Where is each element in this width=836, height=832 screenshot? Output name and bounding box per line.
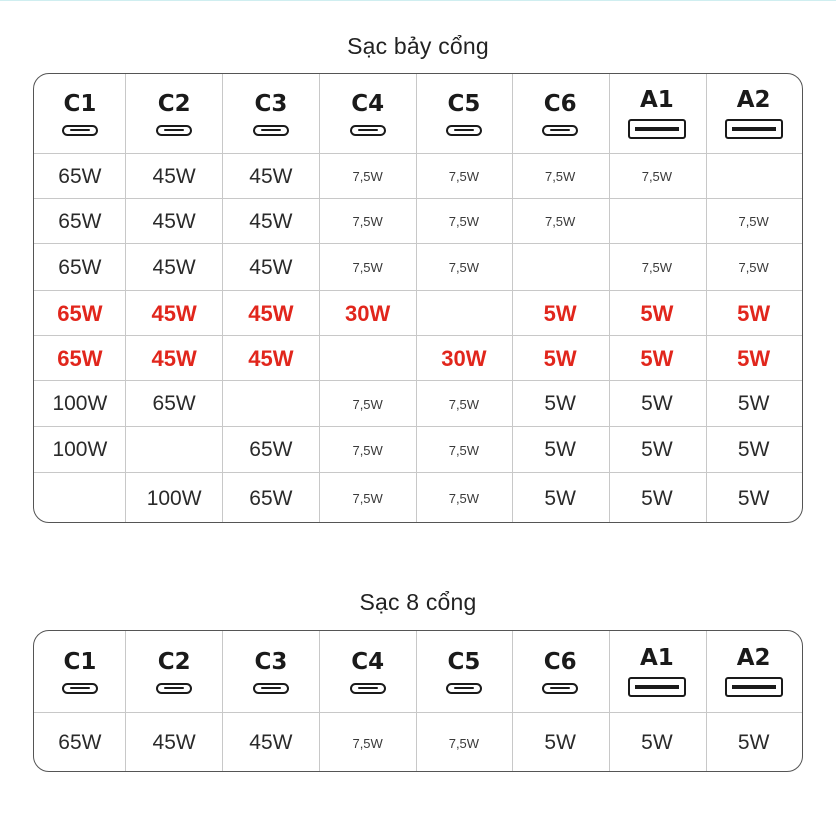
power-cell-c3: 45W — [249, 164, 293, 188]
top-divider-line — [0, 0, 836, 1]
power-cell-c3: 65W — [249, 438, 293, 461]
power-cell-c4 — [319, 336, 416, 381]
port-label: C2 — [157, 648, 191, 675]
power-cell-c2: 45W — [152, 255, 196, 279]
port-label: A1 — [639, 87, 674, 113]
power-cell-c1: 65W — [58, 255, 102, 279]
header-cell-c2 — [126, 74, 223, 154]
power-cell-a1 — [609, 199, 706, 244]
header-cell-c5 — [416, 631, 512, 713]
header-cell-c6 — [512, 74, 609, 154]
power-cell-a1: 7,5W — [641, 169, 673, 184]
power-cell-c3 — [223, 381, 320, 427]
table-seven-port — [33, 73, 803, 523]
power-cell-c2: 45W — [151, 300, 197, 326]
power-cell-c3: 45W — [248, 300, 294, 326]
usb-c-icon — [62, 683, 98, 694]
port-label: C4 — [351, 648, 385, 675]
usb-c-icon — [446, 683, 482, 694]
table-row — [34, 199, 802, 244]
power-cell-a1: 5W — [641, 731, 673, 754]
port-label: C2 — [157, 90, 191, 117]
power-cell-c1: 65W — [57, 345, 103, 371]
port-label: C6 — [543, 648, 577, 675]
table-title-seven-port: Sạc bảy cổng — [347, 33, 489, 59]
header-cell-c1 — [34, 74, 126, 154]
power-cell-c6: 5W — [543, 300, 577, 326]
power-cell-c6: 5W — [544, 392, 576, 415]
power-cell-c4: 7,5W — [352, 260, 383, 275]
power-cell-c3: 45W — [248, 345, 294, 371]
power-cell-c6: 7,5W — [544, 169, 576, 184]
power-cell-a2 — [705, 154, 802, 199]
usb-a-icon — [725, 677, 783, 697]
power-cell-c3: 45W — [249, 255, 293, 279]
header-cell-c3 — [223, 631, 320, 713]
power-cell-c4: 7,5W — [352, 491, 383, 506]
power-cell-a2: 5W — [737, 345, 771, 371]
power-cell-c1: 65W — [58, 209, 102, 233]
power-cell-a1: 5W — [640, 345, 674, 371]
usb-c-icon — [542, 683, 578, 694]
header-row — [34, 631, 802, 713]
power-cell-c2: 45W — [152, 731, 196, 754]
usb-c-icon — [350, 683, 386, 694]
power-cell-c2: 45W — [152, 164, 196, 188]
power-cell-c5 — [416, 291, 512, 336]
header-row — [34, 74, 802, 154]
table-row — [34, 713, 802, 772]
power-cell-c2: 65W — [152, 392, 196, 415]
power-cell-c5: 7,5W — [448, 169, 480, 184]
power-cell-c1: 65W — [58, 164, 102, 188]
power-cell-c4: 7,5W — [352, 169, 383, 184]
power-cell-c4: 7,5W — [352, 442, 383, 458]
port-label: C5 — [447, 90, 481, 117]
power-cell-a2: 5W — [737, 438, 770, 461]
power-cell-c1: 65W — [58, 731, 102, 754]
header-cell-c1 — [34, 631, 126, 713]
header-cell-a1 — [609, 74, 706, 154]
usb-a-icon — [628, 119, 686, 139]
power-cell-c6: 5W — [544, 731, 576, 754]
header-cell-a2 — [705, 74, 802, 154]
table-row — [34, 244, 802, 291]
power-cell-c5: 7,5W — [448, 214, 480, 229]
power-cell-a1: 5W — [641, 486, 673, 510]
power-cell-c6: 5W — [544, 438, 576, 461]
header-cell-c6 — [512, 631, 609, 713]
power-cell-a1: 7,5W — [641, 260, 673, 275]
power-cell-c1 — [34, 473, 126, 523]
usb-c-icon — [350, 125, 386, 136]
power-cell-c4: 30W — [345, 300, 391, 326]
power-cell-a2: 7,5W — [738, 260, 769, 275]
table-row — [34, 336, 802, 381]
power-cell-c1: 100W — [52, 392, 108, 415]
power-cell-c2: 100W — [146, 486, 202, 510]
power-cell-a2: 5W — [737, 486, 770, 510]
power-cell-a1: 5W — [640, 300, 674, 326]
table-eight-port — [33, 630, 803, 772]
power-cell-a2: 7,5W — [738, 214, 769, 229]
power-cell-c1: 100W — [52, 438, 108, 461]
power-cell-c4: 7,5W — [352, 396, 383, 412]
header-cell-c5 — [416, 74, 512, 154]
power-cell-c2: 45W — [152, 209, 196, 233]
header-cell-c3 — [223, 74, 320, 154]
table-row — [34, 473, 802, 523]
power-cell-c5: 7,5W — [448, 260, 480, 275]
power-cell-c2: 45W — [151, 345, 197, 371]
usb-c-icon — [446, 125, 482, 136]
port-label: C5 — [447, 648, 481, 675]
power-cell-a2: 5W — [737, 392, 770, 415]
header-cell-c4 — [319, 74, 416, 154]
power-cell-c5: 7,5W — [448, 491, 480, 506]
port-label: A2 — [736, 645, 771, 671]
port-label: A1 — [639, 645, 674, 671]
port-label: C4 — [351, 90, 385, 117]
power-cell-c3: 65W — [249, 486, 293, 510]
power-cell-c4: 7,5W — [352, 735, 383, 751]
power-cell-c5: 30W — [441, 345, 487, 371]
power-cell-c3: 45W — [249, 731, 293, 754]
power-cell-c5: 7,5W — [448, 396, 480, 412]
port-label: C6 — [543, 90, 577, 117]
power-cell-c6: 5W — [544, 486, 576, 510]
port-label: A2 — [736, 87, 771, 113]
usb-c-icon — [542, 125, 578, 136]
port-label: C1 — [63, 648, 97, 675]
table-row — [34, 154, 802, 199]
usb-c-icon — [62, 125, 98, 136]
port-label: C3 — [254, 90, 288, 117]
table-row — [34, 291, 802, 336]
usb-c-icon — [156, 125, 192, 136]
power-cell-a2: 5W — [737, 300, 771, 326]
usb-c-icon — [253, 125, 289, 136]
power-cell-c6: 5W — [543, 345, 577, 371]
table-row — [34, 381, 802, 427]
header-cell-a2 — [705, 631, 802, 713]
power-cell-a1: 5W — [641, 438, 673, 461]
usb-c-icon — [156, 683, 192, 694]
power-cell-c5: 7,5W — [448, 442, 480, 458]
usb-c-icon — [253, 683, 289, 694]
power-cell-a2: 5W — [737, 731, 770, 754]
power-cell-c1: 65W — [57, 300, 103, 326]
table-grid — [34, 631, 802, 772]
power-cell-c3: 45W — [249, 209, 293, 233]
table-row — [34, 427, 802, 473]
header-cell-c4 — [319, 631, 416, 713]
table-title-eight-port: Sạc 8 cổng — [359, 589, 477, 615]
power-cell-c6 — [512, 244, 609, 291]
usb-a-icon — [725, 119, 783, 139]
header-cell-a1 — [609, 631, 706, 713]
power-cell-c5: 7,5W — [448, 735, 480, 751]
header-cell-c2 — [126, 631, 223, 713]
power-cell-c2 — [126, 427, 223, 473]
port-label: C1 — [63, 90, 97, 117]
port-label: C3 — [254, 648, 288, 675]
table-grid — [34, 74, 802, 523]
usb-a-icon — [628, 677, 686, 697]
power-cell-c6: 7,5W — [544, 214, 576, 229]
power-cell-c4: 7,5W — [352, 214, 383, 229]
power-cell-a1: 5W — [641, 392, 673, 415]
